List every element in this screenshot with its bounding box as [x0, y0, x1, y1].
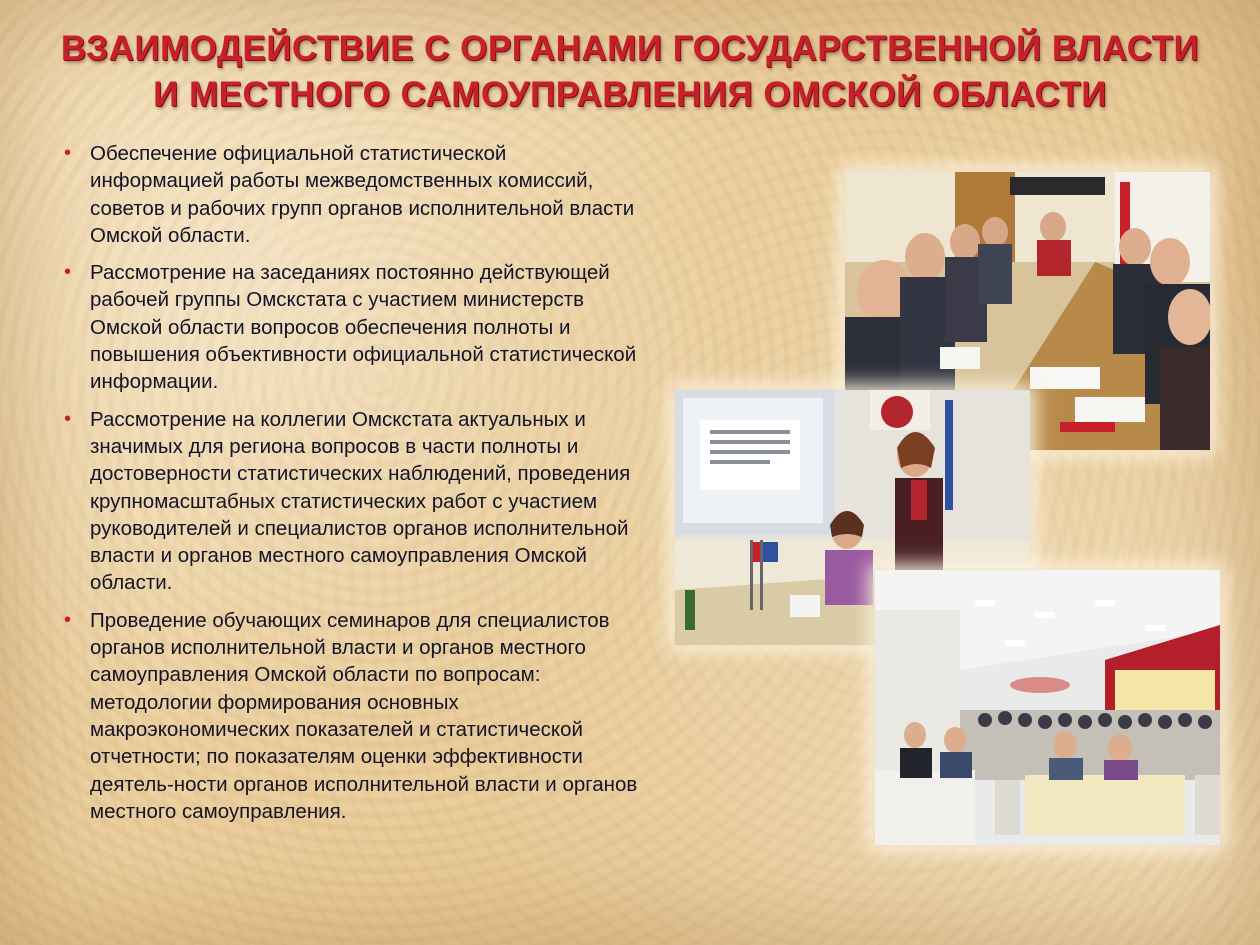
- bullet-item: [62, 406, 642, 597]
- bullet-item: [62, 259, 642, 395]
- seminar-photo: [875, 570, 1220, 845]
- bullet-text: Рассмотрение на коллегии Омскстата актуальных и значимых для региона вопросов в части полноты и достоверности статистических наблюдений, проведения крупномасштабных статистических работ с участием руководителей и специалистов органов исполнительной власти и органов местного самоуправления Омской области.: [90, 407, 631, 595]
- bullet-text: Обеспечение официальной статистической информацией работы межведомственных комиссий, советов и рабочих групп органов исполнительной власти Омской области.: [90, 142, 635, 247]
- bullet-list: [62, 140, 642, 835]
- bullet-dot-icon: •: [64, 261, 72, 284]
- bullet-dot-icon: •: [64, 407, 72, 430]
- title-line-2: И МЕСТНОГО САМОУПРАВЛЕНИЯ ОМСКОЙ ОБЛАСТИ: [153, 75, 1107, 114]
- bullet-dot-icon: •: [64, 142, 72, 164]
- bullet-text: Проведение обучающих семинаров для специалистов органов исполнительной власти и органов местного самоуправления Омской области по вопросам: методологии формирования основных макроэкономических показателей и статистической отчетности; по показателям оценки эффективности деятель-ности органов исполнительной власти и органов местного самоуправления.: [90, 608, 638, 823]
- bullet-text: Рассмотрение на заседаниях постоянно действующей рабочей группы Омскстата с участием министерств Омской области вопросов обеспечения полноты и повышения объективности официальной статистической информации.: [90, 261, 637, 394]
- slide-title: [20, 26, 1240, 118]
- bullet-item: [62, 607, 642, 825]
- title-line-1: ВЗАИМОДЕЙСТВИЕ С ОРГАНАМИ ГОСУДАРСТВЕННОЙ ВЛАСТИ: [60, 29, 1200, 68]
- bullet-dot-icon: •: [64, 608, 72, 631]
- bullet-item: [62, 140, 642, 249]
